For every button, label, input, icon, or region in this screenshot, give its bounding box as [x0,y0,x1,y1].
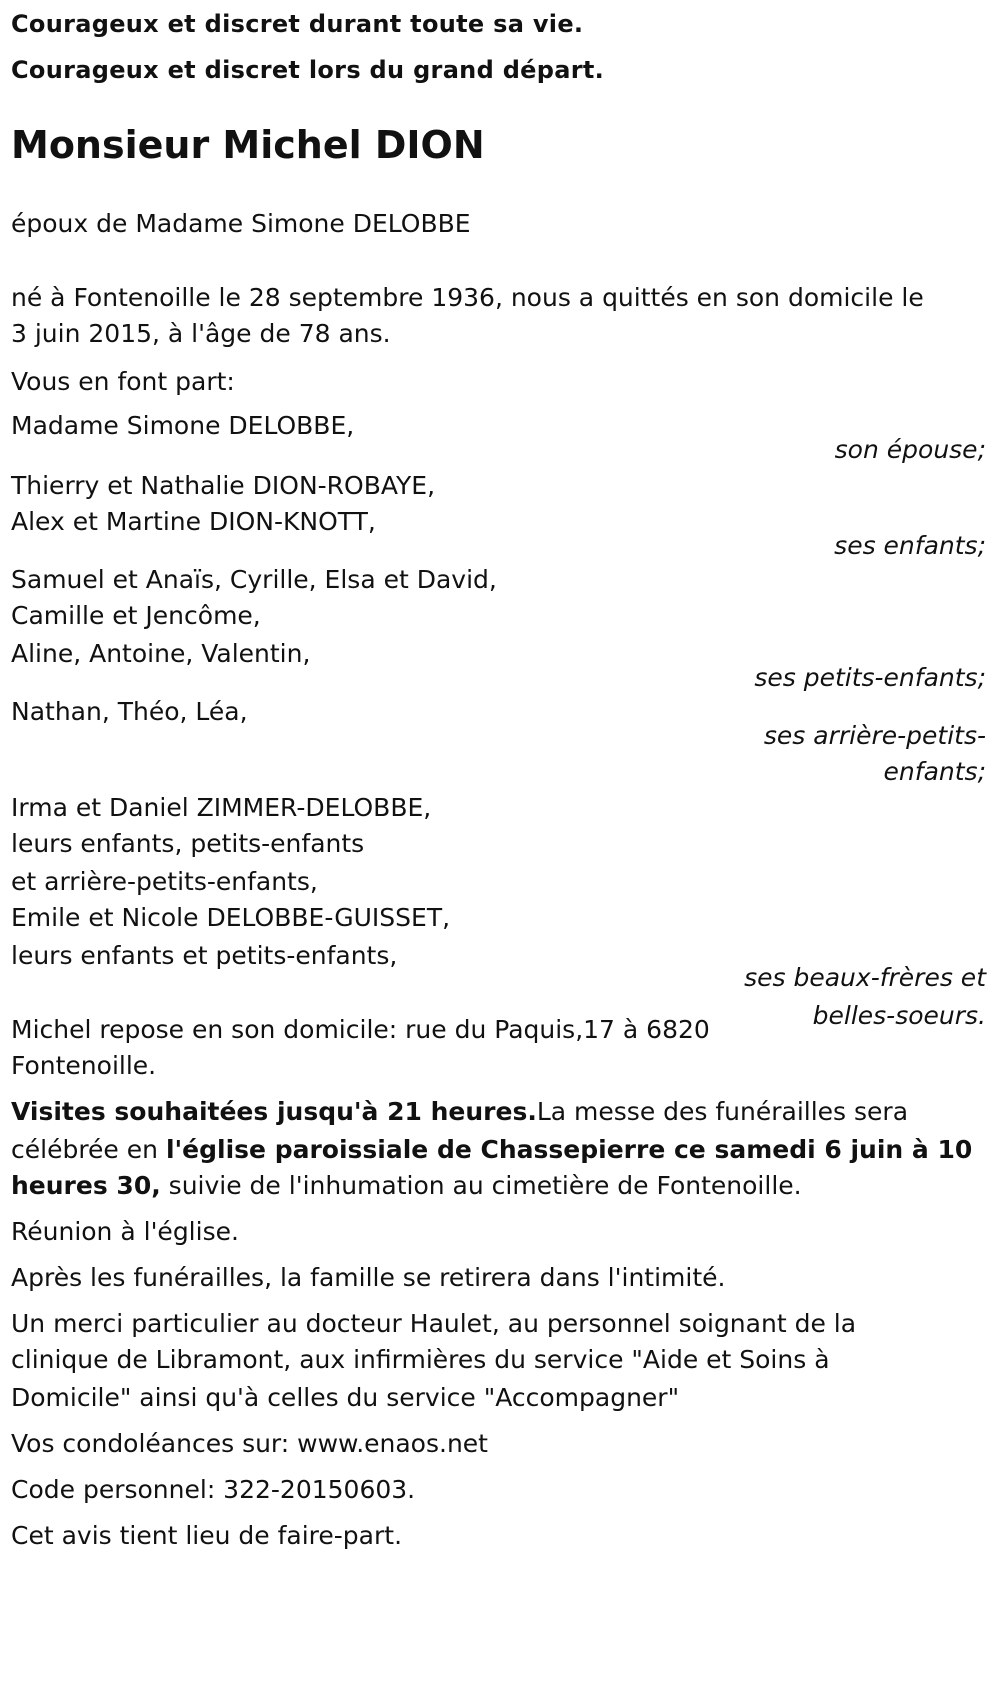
birth-death-line-2: 3 juin 2015, à l'âge de 78 ans. [11,319,391,348]
announcers-intro: Vous en font part: [11,367,235,396]
child-line: Thierry et Nathalie DION-ROBAYE, [11,471,436,500]
visits-text: Visites souhaitées jusqu'à 21 heures. [11,1097,537,1126]
in-laws-role-line-2: belles-soeurs. [812,1001,986,1030]
spouse-role: son épouse; [834,435,986,464]
rest-line-2: Fontenoille. [11,1051,157,1080]
grandchild-line: Camille et Jencôme, [11,601,261,630]
great-grandchildren-role-line-2: enfants; [883,757,986,786]
time-text: heures 30, [11,1171,161,1200]
great-grandchildren-line: Nathan, Théo, Léa, [11,697,248,726]
thanks-line-2: clinique de Libramont, aux infirmières du service "Aide et Soins à [11,1345,830,1374]
spouse-name: Madame Simone DELOBBE, [11,411,355,440]
church-text: l'église paroissiale de Chassepierre ce samedi 6 juin à 10 [165,1135,973,1164]
grandchild-line: Samuel et Anaïs, Cyrille, Elsa et David, [11,565,497,594]
rest-line-1: Michel repose en son domicile: rue du Paquis,17 à 6820 [11,1015,710,1044]
in-law-line: leurs enfants, petits-enfants [11,829,365,858]
in-law-line: et arrière-petits-enfants, [11,867,318,896]
in-law-line: leurs enfants et petits-enfants, [11,941,398,970]
burial-text: suivie de l'inhumation au cimetière de Fontenoille. [160,1171,802,1200]
personal-code-line: Code personnel: 322-20150603. [11,1475,416,1504]
deceased-name: Monsieur Michel DION [11,123,485,167]
motto-line-2: Courageux et discret lors du grand départ. [11,56,605,84]
thanks-line-1: Un merci particulier au docteur Haulet, au personnel soignant de la [11,1309,857,1338]
great-grandchildren-role-line-1: ses arrière-petits- [763,721,986,750]
children-role: ses enfants; [834,531,986,560]
in-law-line: Emile et Nicole DELOBBE-GUISSET, [11,903,451,932]
in-laws-role-line-1: ses beaux-frères et [744,963,986,992]
closing-line: Cet avis tient lieu de faire-part. [11,1521,403,1550]
funeral-line-3 [11,1166,986,1206]
motto-line-1: Courageux et discret durant toute sa vie. [11,10,584,38]
mass-intro-text: La messe des funérailles sera [536,1097,909,1126]
grandchild-line: Aline, Antoine, Valentin, [11,639,311,668]
funeral-line-1 [11,1092,986,1132]
celebrated-text: célébrée en [11,1135,166,1164]
after-funeral-line: Après les funérailles, la famille se retirera dans l'intimité. [11,1263,726,1292]
grandchildren-role: ses petits-enfants; [754,663,986,692]
birth-death-line-1: né à Fontenoille le 28 septembre 1936, nous a quittés en son domicile le [11,283,924,312]
spouse-line: époux de Madame Simone DELOBBE [11,209,471,238]
thanks-line-3: Domicile" ainsi qu'à celles du service "Accompagner" [11,1383,680,1412]
funeral-line-2 [11,1130,986,1170]
meeting-line: Réunion à l'église. [11,1217,239,1246]
child-line: Alex et Martine DION-KNOTT, [11,507,376,536]
condolences-line: Vos condoléances sur: www.enaos.net [11,1429,488,1458]
in-law-line: Irma et Daniel ZIMMER-DELOBBE, [11,793,432,822]
